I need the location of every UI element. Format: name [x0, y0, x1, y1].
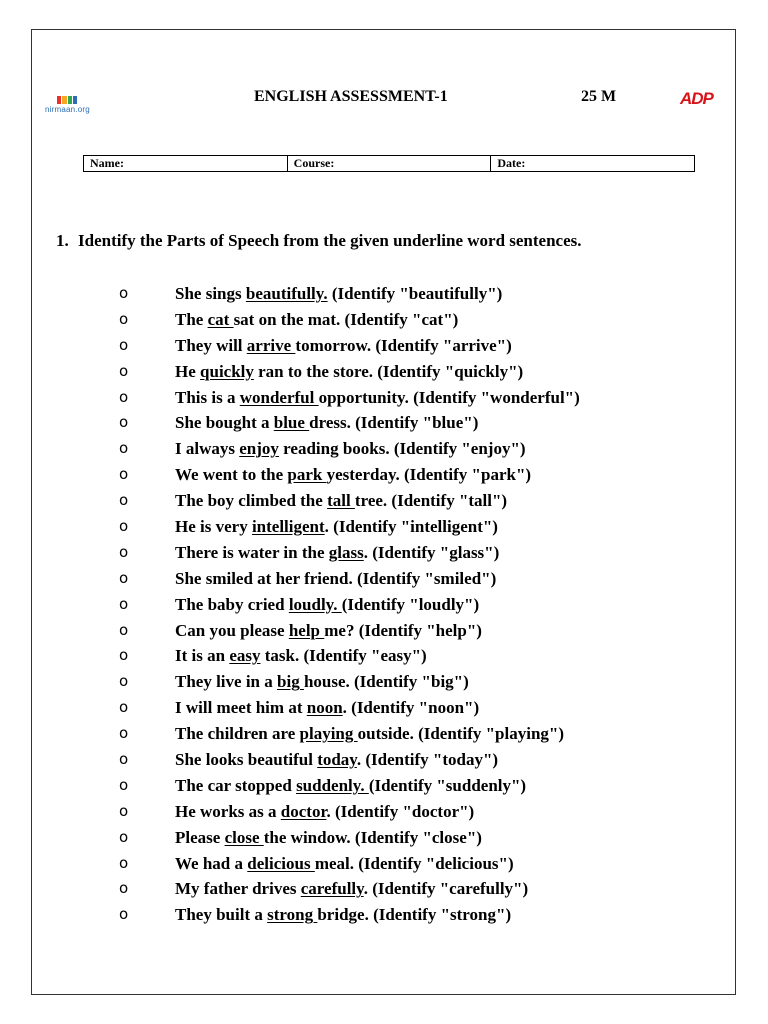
- bullet-icon: o: [119, 698, 129, 717]
- underlined-word: beautifully.: [245, 284, 328, 303]
- bullet-icon: o: [119, 801, 129, 820]
- bullet-icon: o: [119, 439, 129, 458]
- sentence-post: bridge. (Identify "strong"): [317, 905, 512, 925]
- sentence-post: . (Identify "today"): [356, 750, 499, 770]
- bullet-icon: o: [119, 750, 129, 769]
- list-item: [0, 643, 768, 669]
- sentence-text: [175, 514, 498, 539]
- list-item: [0, 721, 768, 747]
- sentence-post: . (Identify "intelligent"): [324, 517, 498, 537]
- underlined-word: big: [277, 672, 304, 692]
- list-item: [0, 592, 768, 618]
- list-item: [0, 902, 768, 928]
- list-item: [0, 825, 768, 851]
- list-item: [0, 462, 768, 488]
- underlined-word: quickly: [200, 361, 254, 381]
- sentence-pre: He: [175, 361, 201, 381]
- sentence-pre: The boy climbed the: [175, 491, 328, 511]
- bullet-icon: o: [119, 542, 129, 561]
- bullet-icon: o: [119, 879, 129, 898]
- sentence-post: reading books. (Identify "enjoy"): [278, 439, 526, 459]
- sentence-post: . (Identify "carefully"): [363, 879, 529, 899]
- bullet-icon: o: [119, 491, 129, 510]
- sentence-pre: There is water in the: [175, 542, 329, 562]
- sentence-pre: She sings: [175, 284, 246, 303]
- bullet-icon: o: [119, 646, 129, 665]
- list-item: [0, 851, 768, 877]
- bullet-icon: o: [119, 568, 129, 587]
- sentence-text: [175, 385, 580, 410]
- sentence-pre: They will: [175, 335, 247, 355]
- sentence-pre: I always: [175, 439, 240, 459]
- list-item: [0, 540, 768, 566]
- list-item: [0, 773, 768, 799]
- sentence-text: [175, 825, 482, 850]
- sentence-text: [175, 592, 479, 617]
- question-text: Identify the Parts of Speech from the given underline word sentences.: [78, 231, 582, 250]
- list-item: [0, 410, 768, 436]
- total-marks: 25 M: [581, 88, 617, 105]
- bullet-icon: o: [119, 724, 129, 743]
- name-field[interactable]: Name:: [84, 156, 288, 171]
- list-item: [0, 307, 768, 333]
- sentence-pre: The baby cried: [175, 594, 289, 614]
- sentence-text: [175, 488, 507, 513]
- sentence-post: the window. (Identify "close"): [263, 827, 482, 847]
- logo-text: nirmaan.org: [45, 105, 90, 114]
- sentence-pre: They live in a: [175, 672, 278, 692]
- underlined-word: carefully: [300, 879, 364, 899]
- bullet-icon: o: [119, 387, 129, 406]
- sentence-post: dress. (Identify "blue"): [309, 413, 479, 433]
- sentence-text: [175, 643, 427, 668]
- page-title: ENGLISH ASSESSMENT-1: [254, 88, 448, 105]
- sentence-post: house. (Identify "big"): [303, 672, 469, 692]
- list-item: [0, 333, 768, 359]
- sentence-text: [175, 462, 531, 487]
- sentence-text: [175, 695, 479, 720]
- sentence-pre: This is a: [175, 387, 240, 407]
- list-item: [0, 695, 768, 721]
- underlined-word: blue: [273, 413, 310, 433]
- sentence-post: meal. (Identify "delicious"): [314, 853, 514, 873]
- list-item: [0, 385, 768, 411]
- bullet-icon: o: [119, 672, 129, 691]
- sentence-text: [175, 799, 474, 824]
- list-item: [0, 618, 768, 644]
- sentence-post: outside. (Identify "playing"): [357, 724, 564, 744]
- sentence-list: [0, 281, 768, 928]
- sentence-pre: She smiled at her friend. (Identify "smiled"): [175, 568, 497, 588]
- sentence-pre: They built a: [175, 905, 268, 925]
- underlined-word: playing: [299, 724, 358, 744]
- list-item: [0, 747, 768, 773]
- underlined-word: arrive: [246, 335, 296, 355]
- sentence-pre: Please: [175, 827, 225, 847]
- bullet-icon: o: [119, 775, 129, 794]
- sentence-post: opportunity. (Identify "wonderful"): [318, 387, 580, 407]
- adp-logo: [680, 90, 720, 112]
- bullet-icon: o: [119, 465, 129, 484]
- sentence-pre: She looks beautiful: [175, 750, 318, 770]
- sentence-text: [175, 281, 502, 306]
- list-item: [0, 359, 768, 385]
- underlined-word: delicious: [247, 853, 315, 873]
- underlined-word: intelligent: [251, 517, 325, 537]
- underlined-word: today: [317, 750, 357, 770]
- underlined-word: tall: [327, 491, 355, 511]
- underlined-word: help: [288, 620, 325, 640]
- sentence-text: [175, 618, 482, 643]
- sentence-post: ran to the store. (Identify "quickly"): [253, 361, 524, 381]
- list-item: [0, 514, 768, 540]
- adp-logo-text: ADP: [680, 89, 713, 108]
- sentence-text: [175, 566, 496, 591]
- sentence-post: me? (Identify "help"): [324, 620, 482, 640]
- sentence-text: [175, 669, 469, 694]
- sentence-text: [175, 436, 526, 461]
- course-field[interactable]: Course:: [288, 156, 492, 171]
- bullet-icon: o: [119, 594, 129, 613]
- sentence-post: (Identify "suddenly"): [368, 775, 527, 795]
- sentence-pre: He is very: [175, 517, 252, 537]
- underlined-word: cat: [207, 309, 234, 329]
- sentence-pre: She bought a: [175, 413, 274, 433]
- sentence-text: [175, 410, 478, 435]
- underlined-word: noon: [306, 698, 343, 718]
- sentence-post: sat on the mat. (Identify "cat"): [233, 309, 459, 329]
- list-item: [0, 669, 768, 695]
- nirmaan-logo: [45, 96, 95, 118]
- sentence-post: tomorrow. (Identify "arrive"): [295, 335, 512, 355]
- sentence-pre: It is an: [175, 646, 230, 666]
- sentence-text: [175, 902, 511, 927]
- underlined-word: suddenly.: [296, 775, 369, 795]
- underlined-word: enjoy: [239, 439, 279, 459]
- underlined-word: park: [287, 465, 327, 485]
- sentence-text: [175, 773, 526, 798]
- sentence-text: [175, 747, 498, 772]
- bullet-icon: o: [119, 853, 129, 872]
- sentence-pre: Can you please: [175, 620, 289, 640]
- sentence-pre: The: [175, 309, 208, 329]
- sentence-pre: The car stopped: [175, 775, 297, 795]
- sentence-post: . (Identify "glass"): [363, 542, 500, 562]
- bullet-icon: o: [119, 335, 129, 354]
- bullet-icon: o: [119, 284, 129, 302]
- bullet-icon: o: [119, 309, 129, 328]
- sentence-text: [175, 851, 514, 876]
- sentence-post: . (Identify "doctor"): [326, 801, 475, 821]
- bullet-icon: o: [119, 413, 129, 432]
- bullet-icon: o: [119, 361, 129, 380]
- sentence-text: [175, 540, 499, 565]
- sentence-post: yesterday. (Identify "park"): [326, 465, 532, 485]
- sentence-pre: We went to the: [175, 465, 288, 485]
- logo-blocks: [57, 96, 77, 104]
- underlined-word: loudly.: [288, 594, 342, 614]
- sentence-post: . (Identify "noon"): [342, 698, 480, 718]
- sentence-pre: We had a: [175, 853, 248, 873]
- list-item: [0, 488, 768, 514]
- question-heading: [56, 231, 582, 251]
- sentence-pre: He works as a: [175, 801, 281, 821]
- underlined-word: close: [224, 827, 264, 847]
- bullet-icon: o: [119, 620, 129, 639]
- underlined-word: easy: [229, 646, 261, 666]
- date-field[interactable]: Date:: [497, 156, 526, 170]
- list-item: [0, 876, 768, 902]
- underlined-word: doctor: [280, 801, 327, 821]
- underlined-word: strong: [267, 905, 318, 925]
- sentence-post: tree. (Identify "tall"): [354, 491, 508, 511]
- underlined-word: wonderful: [239, 387, 319, 407]
- list-item: [0, 799, 768, 825]
- sentence-pre: I will meet him at: [175, 698, 307, 718]
- sentence-post: (Identify "beautifully"): [327, 284, 503, 303]
- bullet-icon: o: [119, 905, 129, 924]
- list-item: [0, 436, 768, 462]
- sentence-text: [175, 721, 564, 746]
- sentence-text: [175, 876, 528, 901]
- sentence-post: (Identify "loudly"): [341, 594, 480, 614]
- sentence-text: [175, 333, 512, 358]
- sentence-pre: The children are: [175, 724, 300, 744]
- bullet-icon: o: [119, 517, 129, 536]
- student-info-table: [83, 155, 695, 172]
- list-item: [0, 566, 768, 592]
- sentence-text: [175, 359, 523, 384]
- sentence-post: task. (Identify "easy"): [260, 646, 427, 666]
- sentence-text: [175, 307, 458, 332]
- underlined-word: glass: [328, 542, 364, 562]
- bullet-icon: o: [119, 827, 129, 846]
- list-item: [0, 281, 768, 307]
- question-number: 1.: [56, 231, 69, 250]
- sentence-pre: My father drives: [175, 879, 301, 899]
